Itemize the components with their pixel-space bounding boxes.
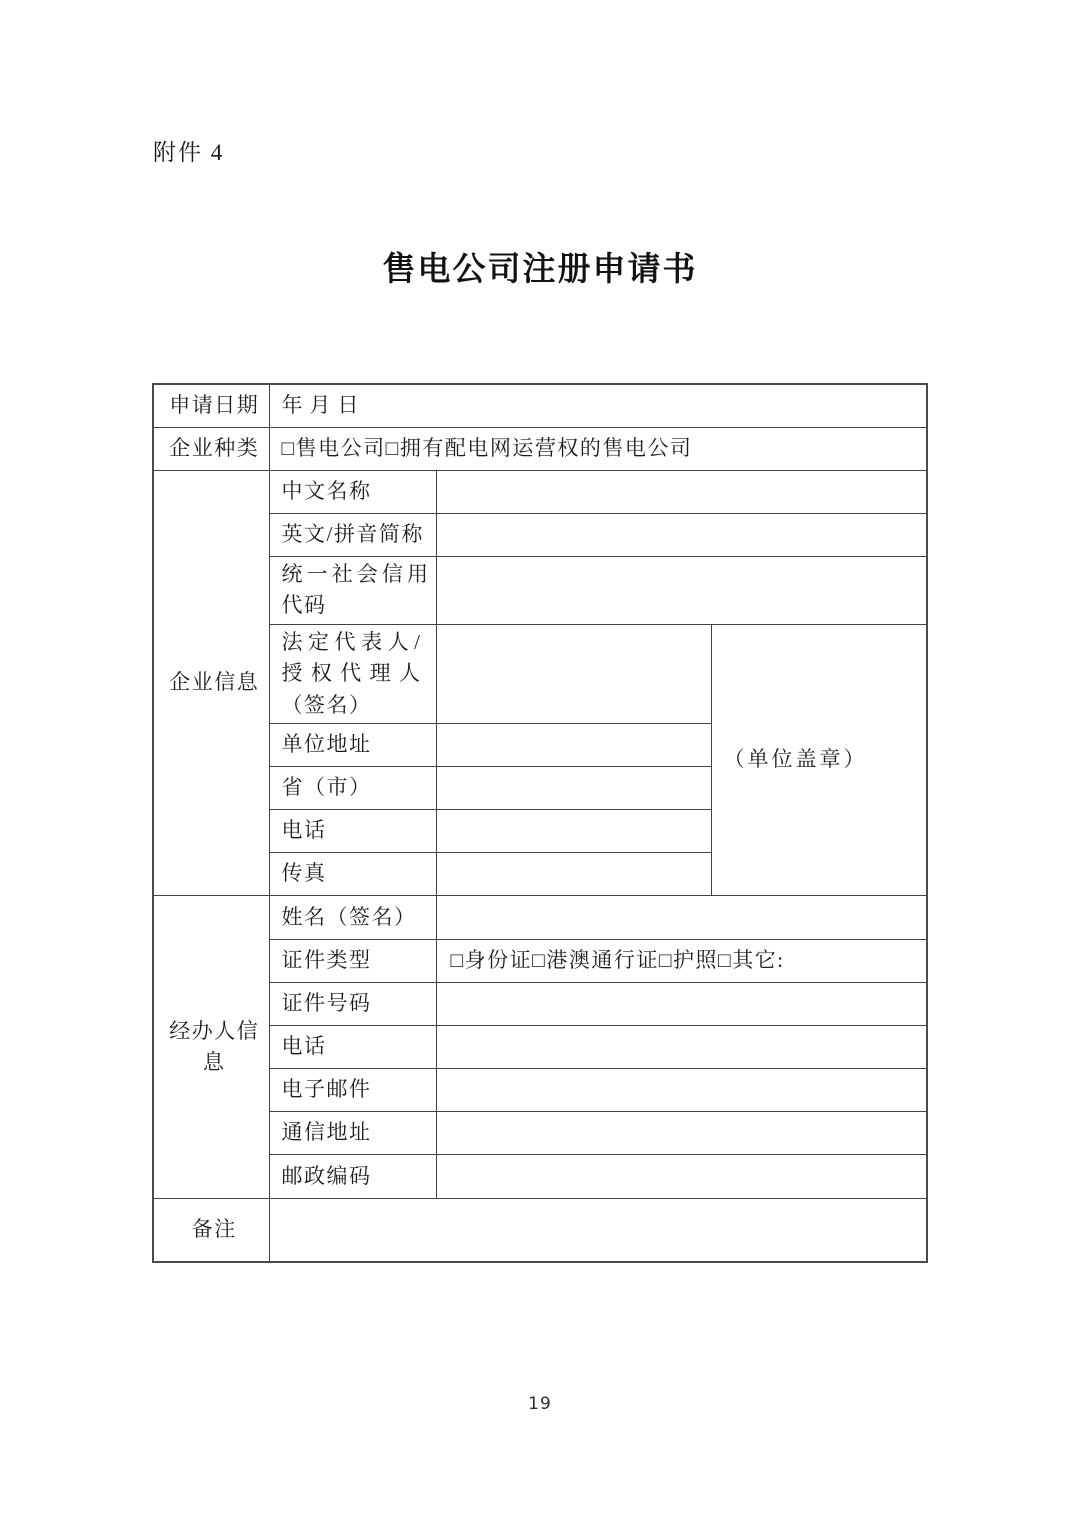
legal-representative-label-text: 法定代表人/授权代理人（签名）: [281, 629, 422, 717]
postal-code-label: 邮政编码: [269, 1155, 436, 1199]
postal-code-value: [436, 1155, 927, 1199]
company-address-label: 单位地址: [269, 724, 436, 767]
credit-code-label: 统一社会信用代码: [269, 556, 436, 624]
company-address-value: [436, 724, 711, 767]
fax-value: [436, 853, 711, 896]
company-phone-label: 电话: [269, 810, 436, 853]
table-row: [153, 1155, 927, 1199]
chinese-name-value: [436, 470, 927, 513]
email-value: [436, 1069, 927, 1112]
table-row: [153, 624, 927, 724]
company-type-options: □售电公司□拥有配电网运营权的售电公司: [269, 427, 927, 470]
table-row: [153, 896, 927, 940]
id-number-label: 证件号码: [269, 983, 436, 1026]
email-label: 电子邮件: [269, 1069, 436, 1112]
english-abbr-label: 英文/拼音简称: [269, 513, 436, 556]
province-city-value: [436, 767, 711, 810]
agent-name-value: [436, 896, 927, 940]
table-row: [153, 513, 927, 556]
attachment-label: 附件 4: [153, 140, 225, 165]
chinese-name-label: 中文名称: [269, 470, 436, 513]
agent-phone-label: 电话: [269, 1026, 436, 1069]
id-number-value: [436, 983, 927, 1026]
company-seal-note: （单位盖章）: [711, 624, 927, 896]
fax-label: 传真: [269, 853, 436, 896]
registration-form-table: [152, 383, 928, 1263]
remarks-label: 备注: [153, 1199, 269, 1262]
id-type-label: 证件类型: [269, 940, 436, 983]
application-date-label: 申请日期: [153, 384, 269, 427]
province-city-label: 省（市）: [269, 767, 436, 810]
credit-code-value: [436, 556, 927, 624]
company-type-label: 企业种类: [153, 427, 269, 470]
english-abbr-value: [436, 513, 927, 556]
table-row: [153, 940, 927, 983]
page-number: 19: [528, 1394, 552, 1414]
table-row: [153, 470, 927, 513]
agent-name-label: 姓名（签名）: [269, 896, 436, 940]
page-title: 售电公司注册申请书: [382, 250, 698, 287]
remarks-value: [269, 1199, 927, 1262]
table-row: [153, 1069, 927, 1112]
mailing-address-label: 通信地址: [269, 1112, 436, 1155]
agent-info-section-label: 经办人信息: [153, 896, 269, 1199]
table-row: [153, 1112, 927, 1155]
table-row: [153, 427, 927, 470]
company-phone-value: [436, 810, 711, 853]
legal-representative-value: [436, 624, 711, 724]
table-row: [153, 1199, 927, 1262]
table-row: [153, 1026, 927, 1069]
agent-phone-value: [436, 1026, 927, 1069]
mailing-address-value: [436, 1112, 927, 1155]
table-row: [153, 983, 927, 1026]
id-type-options: □身份证□港澳通行证□护照□其它:: [436, 940, 927, 983]
company-info-section-label: 企业信息: [153, 470, 269, 896]
table-row: [153, 384, 927, 427]
legal-representative-label: [269, 624, 436, 724]
application-date-value: 年月日: [269, 384, 927, 427]
table-row: [153, 556, 927, 624]
